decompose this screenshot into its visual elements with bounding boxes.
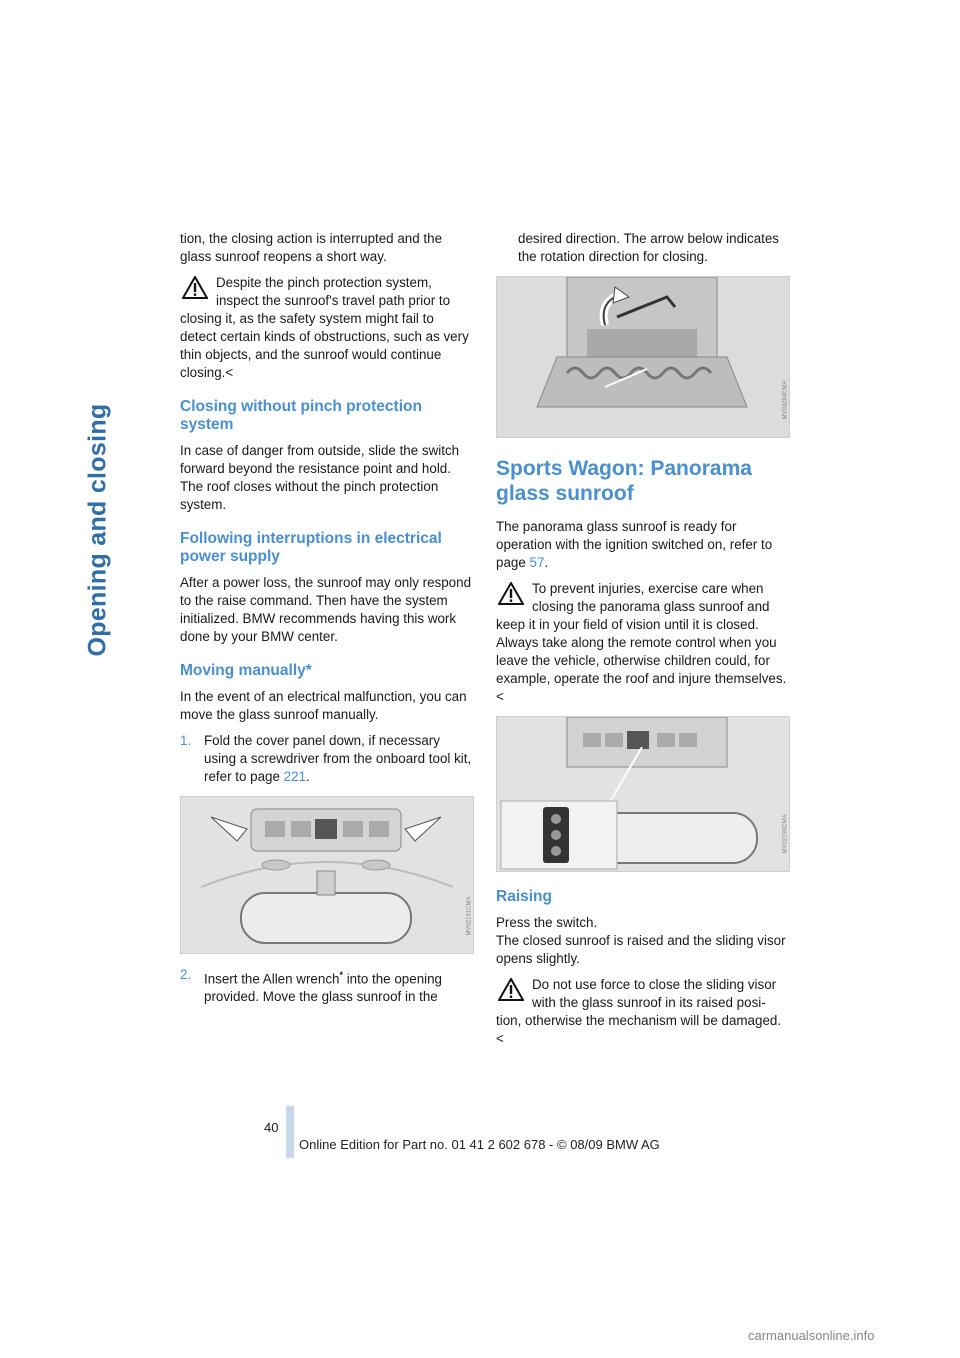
warning-text-first: To prevent injuries, exercise care when closing the panorama glass sunroof and: [532, 581, 770, 614]
paragraph-raising-1: Press the switch.: [496, 915, 598, 930]
side-chapter-title: [78, 230, 118, 830]
figure-code: MV02190CMA: [782, 814, 789, 854]
figure-cover-panel: [180, 796, 474, 954]
right-column: [496, 230, 788, 1056]
footer-accent-bar: [286, 1106, 294, 1158]
heading-power-interruption: Following interruptions in electrical power supply: [180, 530, 442, 565]
step-2: [180, 966, 472, 1006]
cover-panel-illustration: [181, 797, 473, 953]
chapter-title-text: Opening and closing: [83, 403, 112, 657]
figure-code: MV02191CMA: [466, 896, 473, 936]
paragraph-continuation: tion, the closing action is interrupted and the glass sunroof reopens a short way.: [180, 231, 443, 264]
warning-injury: [496, 580, 788, 706]
watermark: carmanualsonline.info: [748, 1328, 875, 1343]
paragraph-moving-manually: In the event of an electrical malfunction, you can move the glass sunroof manually.: [180, 689, 467, 722]
warning-triangle-icon: [182, 276, 208, 299]
allen-wrench-illustration: [497, 277, 789, 437]
step-text: Fold the cover panel down, if necessary using a screwdriver from the onboard tool kit, refer to page: [204, 733, 472, 784]
warning-text-rest: tion, otherwise the mechanism will be damaged.: [496, 1013, 782, 1028]
step-number: 2.: [180, 967, 192, 982]
paragraph-power-interruption: After a power loss, the sunroof may only respond to the raise command. Then have the system initialized. BMW recommends having this work done by your BMW center.: [180, 575, 472, 644]
step-1: 1. Fold the cover panel down, if necessary using a screwdriver from the onboard tool kit, refer to page 221.: [180, 733, 472, 784]
step-text-a: Insert the Allen wrench: [204, 971, 340, 987]
figure-code: MV03284CMA: [782, 380, 789, 420]
end-mark: <: [496, 1031, 504, 1046]
warning-text-first: Do not use force to close the sliding visor with the glass sunroof in its raised posi-: [532, 977, 777, 1010]
warning-pinch-protection: [180, 274, 472, 382]
step-text-b: into the opening provided. Move the glass sunroof in the: [204, 971, 443, 1005]
warning-text-rest: keep it in your field of vision until it is closed. Always take along the remote control when you leave the vehicle, otherwise children could, for example, operate the roof and injure themselves.: [496, 617, 787, 686]
heading-sports-wagon: Sports Wagon: Panorama glass sunroof: [496, 457, 752, 505]
page-link-221[interactable]: 221: [283, 769, 306, 784]
step-number: 1.: [180, 733, 192, 748]
warning-text-first: Despite the pinch protection system, inspect the sunroof's travel path prior to: [216, 275, 451, 308]
warning-triangle-icon: [498, 978, 524, 1001]
optional-equipment-star: *: [339, 970, 343, 980]
heading-raising: Raising: [496, 888, 552, 905]
footer-edition: Online Edition for Part no. 01 41 2 602 678 - © 08/09 BMW AG: [299, 1137, 660, 1152]
warning-triangle-icon: [498, 582, 524, 605]
end-mark: <: [225, 365, 234, 380]
warning-sliding-visor: [496, 976, 788, 1048]
heading-closing-without-pinch: Closing without pinch protection system: [180, 398, 422, 433]
roof-switch-illustration: [497, 717, 789, 871]
paragraph-sports-wagon: The panorama glass sunroof is ready for operation with the ignition switched on, refer to page 57.: [496, 519, 773, 570]
left-column: [180, 230, 472, 1012]
paragraph-continuation-right: desired direction. The arrow below indicates the rotation direction for closing.: [518, 231, 780, 264]
figure-roof-switch: [496, 716, 790, 872]
paragraph-closing-without-pinch: In case of danger from outside, slide the switch forward beyond the resistance point and hold. The roof closes without the pinch protection system.: [180, 443, 460, 512]
figure-allen-wrench: [496, 276, 790, 438]
warning-text-rest: closing it, as the safety system might fail to detect certain kinds of obstructions, such as very thin objects, and the sunroof would continue closing.: [180, 311, 469, 380]
heading-moving-manually: Moving manually*: [180, 662, 312, 679]
manual-steps-list: [180, 732, 472, 786]
manual-steps-list-cont: [180, 966, 472, 1006]
page-number: 40: [264, 1120, 279, 1135]
paragraph-raising-2: The closed sunroof is raised and the sliding visor opens slightly.: [496, 933, 786, 966]
page-link-57[interactable]: 57: [529, 555, 545, 570]
end-mark: <: [496, 689, 504, 704]
